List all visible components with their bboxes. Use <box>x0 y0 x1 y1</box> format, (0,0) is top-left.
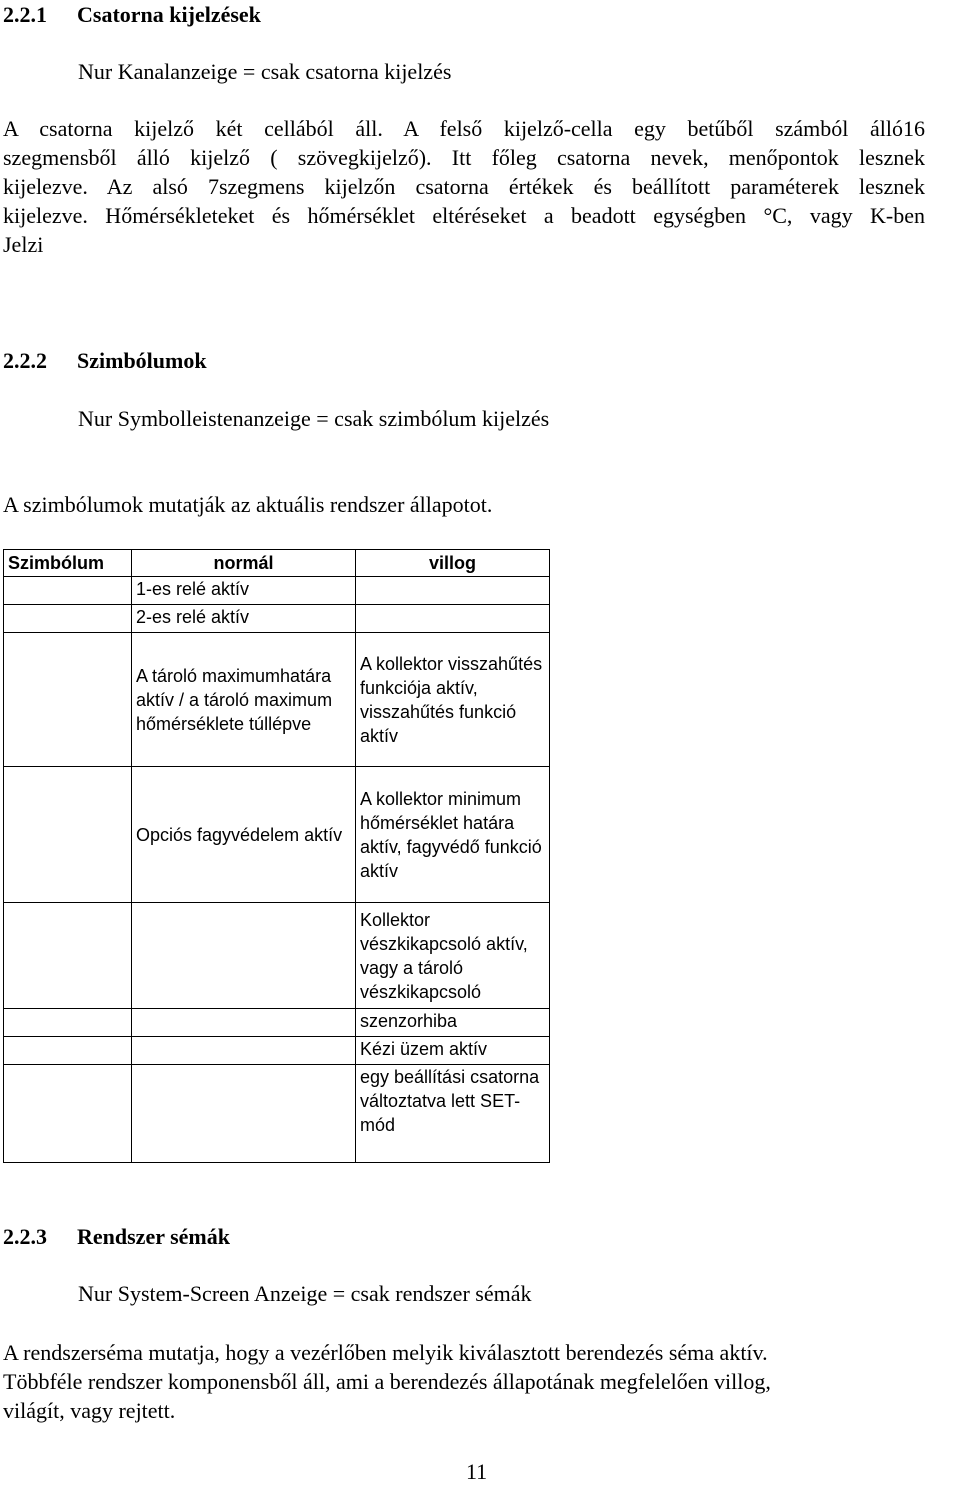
normal-cell <box>132 1037 356 1065</box>
section-paragraph <box>3 114 925 259</box>
table-header-cell: villog <box>356 550 550 577</box>
table-row <box>4 1037 550 1065</box>
paragraph-line: szegmensből álló kijelző ( szövegkijelző). Itt főleg csatorna nevek, menőpontok lesznek <box>3 145 925 170</box>
paragraph-line: világít, vagy rejtett. <box>3 1398 176 1423</box>
table-header-row <box>4 550 550 577</box>
section-subtitle: Nur Symbolleistenanzeige = csak szimbólum kijelzés <box>78 406 550 431</box>
section-number: 2.2.1 <box>3 2 47 27</box>
symbol-cell <box>4 767 132 903</box>
symbol-cell <box>4 605 132 633</box>
section-heading-221 <box>3 0 261 29</box>
paragraph-line: Többféle rendszer komponensből áll, ami a berendezés állapotának megfelelően villog, <box>3 1369 771 1394</box>
villog-cell: A kollektor minimum hőmérséklet határa aktív, fagyvédő funkció aktív <box>356 767 550 903</box>
normal-cell: A tároló maximumhatára aktív / a tároló maximum hőmérséklete túllépve <box>132 633 356 767</box>
section-subtitle: Nur System-Screen Anzeige = csak rendszer sémák <box>78 1281 532 1306</box>
table-row <box>4 633 550 767</box>
section-title: Csatorna kijelzések <box>77 2 261 27</box>
paragraph-line: A rendszerséma mutatja, hogy a vezérlőben melyik kiválasztott berendezés séma aktív. <box>3 1340 768 1365</box>
table-row <box>4 577 550 605</box>
normal-cell <box>132 1009 356 1037</box>
villog-cell <box>356 605 550 633</box>
symbol-cell <box>4 903 132 1009</box>
paragraph-line: kijelezve. Hőmérsékleteket és hőmérséklet eltéréseket a beadott egységben °C, vagy K-ben <box>3 203 925 228</box>
table-row <box>4 1065 550 1163</box>
villog-cell: egy beállítási csatorna változtatva lett SET- mód <box>356 1065 550 1163</box>
section-number: 2.2.2 <box>3 348 47 373</box>
section-subtitle: Nur Kanalanzeige = csak csatorna kijelzés <box>78 59 452 84</box>
section-paragraph <box>3 1338 883 1425</box>
section-intro: A szimbólumok mutatják az aktuális rendszer állapotot. <box>3 492 493 517</box>
villog-cell: szenzorhiba <box>356 1009 550 1037</box>
section-heading-222 <box>3 346 207 375</box>
villog-cell: Kézi üzem aktív <box>356 1037 550 1065</box>
symbol-cell <box>4 1037 132 1065</box>
symbol-cell <box>4 1009 132 1037</box>
table-row <box>4 605 550 633</box>
table-header-cell: normál <box>132 550 356 577</box>
table-row <box>4 767 550 903</box>
symbol-cell <box>4 577 132 605</box>
table-header-cell: Szimbólum <box>4 550 132 577</box>
section-number: 2.2.3 <box>3 1224 47 1249</box>
paragraph-line: kijelezve. Az alsó 7szegmens kijelzőn csatorna értékek és beállított paraméterek lesznek <box>3 174 925 199</box>
symbol-table <box>3 549 550 1163</box>
normal-cell <box>132 1065 356 1163</box>
normal-cell: 1-es relé aktív <box>132 577 356 605</box>
villog-cell <box>356 577 550 605</box>
symbol-cell <box>4 633 132 767</box>
table-row <box>4 903 550 1009</box>
villog-cell: A kollektor visszahűtés funkciója aktív, visszahűtés funkció aktív <box>356 633 550 767</box>
page-number: 11 <box>466 1459 488 1484</box>
normal-cell: 2-es relé aktív <box>132 605 356 633</box>
section-title: Rendszer sémák <box>77 1224 230 1249</box>
section-heading-223 <box>3 1222 230 1251</box>
normal-cell: Opciós fagyvédelem aktív <box>132 767 356 903</box>
villog-cell: Kollektor vészkikapcsoló aktív, vagy a tároló vészkikapcsoló <box>356 903 550 1009</box>
section-title: Szimbólumok <box>77 348 207 373</box>
paragraph-line: Jelzi <box>3 232 44 257</box>
normal-cell <box>132 903 356 1009</box>
paragraph-line: A csatorna kijelző két cellából áll. A felső kijelző-cella egy betűből számból álló16 <box>3 116 925 141</box>
table-row <box>4 1009 550 1037</box>
symbol-cell <box>4 1065 132 1163</box>
